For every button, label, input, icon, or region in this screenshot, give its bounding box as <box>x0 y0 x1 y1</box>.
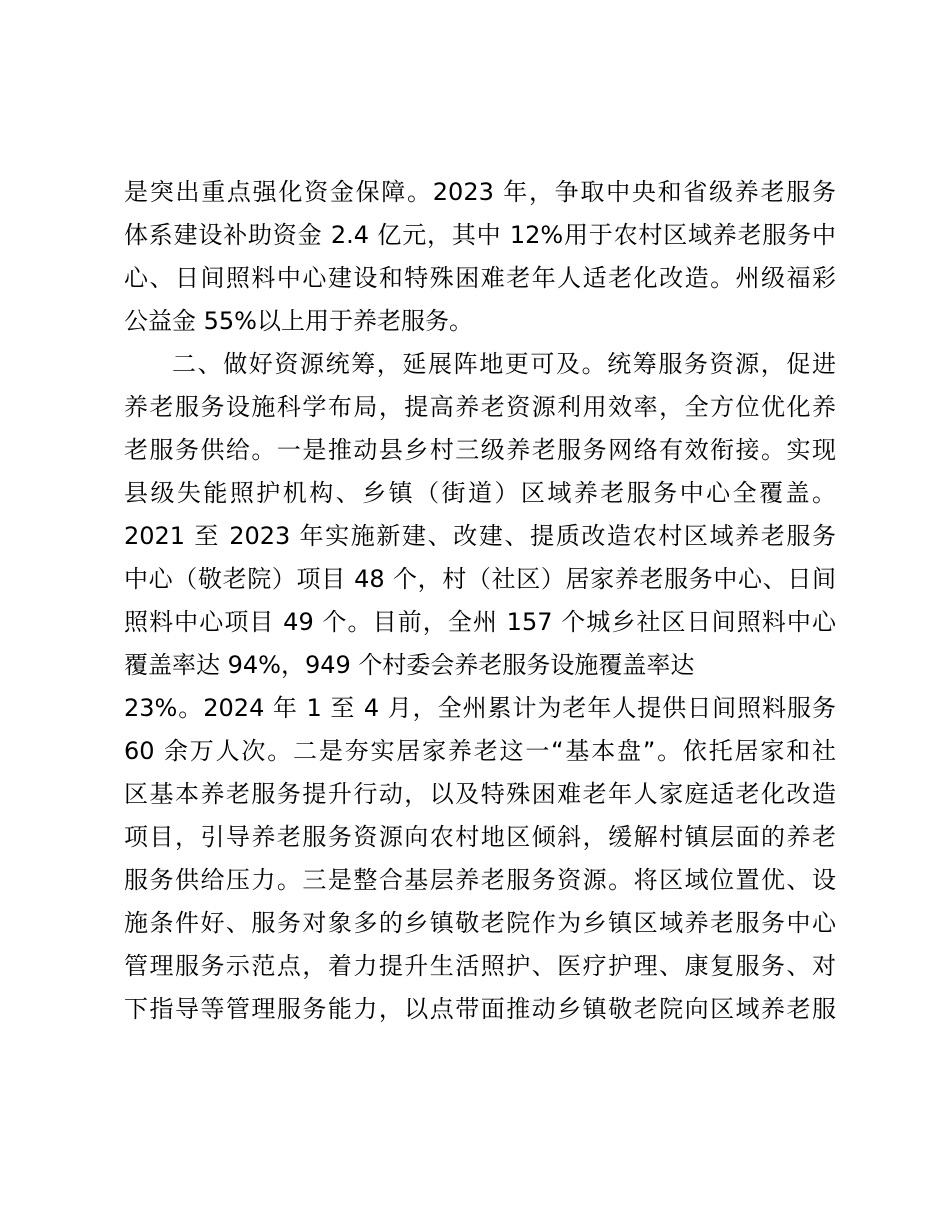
text-line: 施条件好、服务对象多的乡镇敬老院作为乡镇区域养老服务中心 <box>124 909 836 937</box>
text-line: 县级失能照护机构、乡镇（街道）区域养老服务中心全覆盖。 <box>124 479 836 507</box>
text-line: 下指导等管理服务能力，以点带面推动乡镇敬老院向区域养老服 <box>124 995 836 1023</box>
text-line: 23%。2024 年 1 至 4 月，全州累计为老年人提供日间照料服务 <box>124 694 836 722</box>
text-line: 服务供给压力。三是整合基层养老服务资源。将区域位置优、设 <box>124 866 836 894</box>
text-line: 老服务供给。一是推动县乡村三级养老服务网络有效衔接。实现 <box>124 436 836 464</box>
text-line: 照料中心项目 49 个。目前，全州 157 个城乡社区日间照料中心 <box>124 608 836 636</box>
text-line: 是突出重点强化资金保障。2023 年，争取中央和省级养老服务 <box>124 178 836 206</box>
text-line: 心、日间照料中心建设和特殊困难老年人适老化改造。州级福彩 <box>124 264 836 292</box>
text-line: 体系建设补助资金 2.4 亿元，其中 12%用于农村区域养老服务中 <box>124 221 836 249</box>
text-line: 公益金 55%以上用于养老服务。 <box>124 307 473 335</box>
section-heading-line: 二、做好资源统筹，延展阵地更可及。统筹服务资源，促进 <box>172 350 836 378</box>
text-line: 2021 至 2023 年实施新建、改建、提质改造农村区域养老服务 <box>124 522 836 550</box>
text-line: 覆盖率达 94%，949 个村委会养老服务设施覆盖率达 <box>124 651 695 679</box>
text-line: 60 余万人次。二是夯实居家养老这一“基本盘”。依托居家和社 <box>124 737 836 765</box>
body-text <box>124 171 836 1031</box>
text-line: 区基本养老服务提升行动，以及特殊困难老年人家庭适老化改造 <box>124 780 836 808</box>
text-line: 中心（敬老院）项目 48 个，村（社区）居家养老服务中心、日间 <box>124 565 836 593</box>
text-line: 项目，引导养老服务资源向农村地区倾斜，缓解村镇层面的养老 <box>124 823 836 851</box>
text-line: 养老服务设施科学布局，提高养老资源利用效率，全方位优化养 <box>124 393 836 421</box>
text-line: 管理服务示范点，着力提升生活照护、医疗护理、康复服务、对 <box>124 952 836 980</box>
